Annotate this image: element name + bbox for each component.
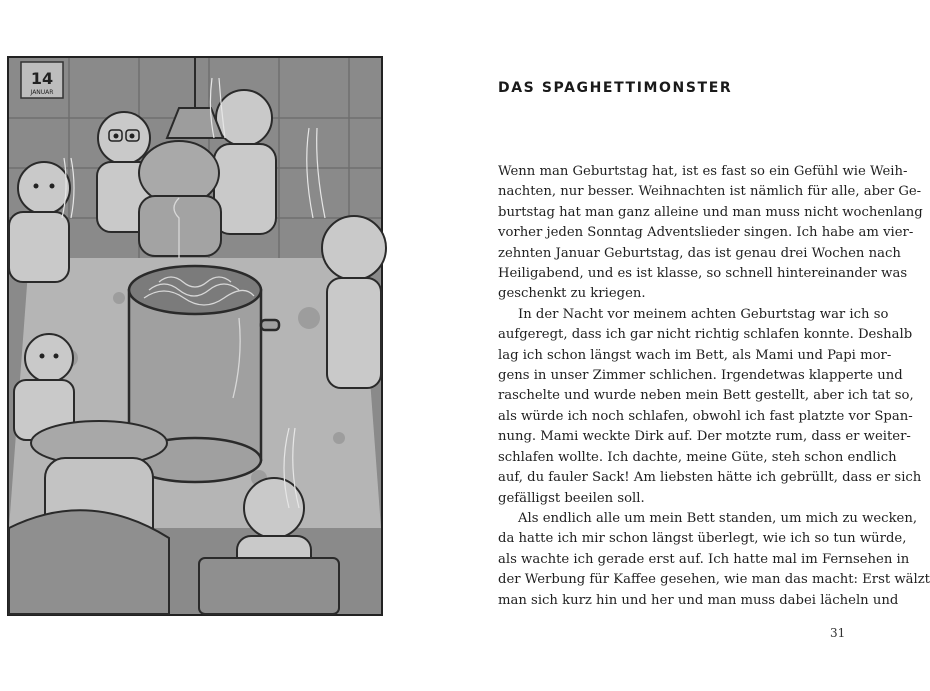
text-line: In der Nacht vor meinem achten Geburtstag war ich so bbox=[518, 306, 889, 322]
calendar-day: 14 bbox=[30, 69, 54, 88]
body-text bbox=[498, 162, 930, 611]
chapter-title: DAS SPAGHETTIMONSTER bbox=[498, 80, 733, 96]
text-line: als würde ich noch schlafen, obwohl ich fast platzte vor Span- bbox=[498, 408, 913, 424]
text-line: nachten, nur besser. Weihnachten ist nämlich für alle, aber Ge- bbox=[498, 184, 922, 200]
text-line: lag ich schon längst wach im Bett, als Mami und Papi mor- bbox=[498, 347, 892, 363]
text-line: auf, du fauler Sack! Am liebsten hätte ich gebrüllt, dass er sich bbox=[498, 470, 922, 486]
text-line: gens in unser Zimmer schlichen. Irgendetwas klapperte und bbox=[498, 368, 903, 384]
text-line: schlafen wollte. Ich dachte, meine Güte, steh schon endlich bbox=[498, 449, 897, 465]
text-line: Als endlich alle um mein Bett standen, um mich zu wecken, bbox=[518, 510, 918, 526]
text-line: man sich kurz hin und her und man muss dabei lächeln und bbox=[498, 592, 899, 608]
text-line: aufgeregt, dass ich gar nicht richtig schlafen konnte. Deshalb bbox=[498, 327, 913, 343]
text-line: da hatte ich mir schon längst überlegt, wie ich so tun würde, bbox=[498, 531, 907, 547]
paragraph bbox=[498, 509, 930, 611]
text-line: gefälligst beeilen soll. bbox=[498, 490, 645, 506]
spaghetti-party-illustration bbox=[7, 56, 383, 616]
calendar-month: JANUAR bbox=[30, 89, 54, 96]
page-number: 31 bbox=[830, 626, 846, 640]
text-line: Wenn man Geburtstag hat, ist es fast so ein Gefühl wie Weih- bbox=[498, 164, 908, 179]
text-line: burtstag hat man ganz alleine und man muss nicht wochenlang bbox=[498, 204, 923, 220]
text-line: der Werbung für Kaffee gesehen, wie man das macht: Erst wälzt bbox=[498, 572, 930, 588]
text-line: nung. Mami weckte Dirk auf. Der motzte rum, dass er weiter- bbox=[498, 429, 911, 445]
text-line: Heiligabend, und es ist klasse, so schnell hintereinander was bbox=[498, 266, 908, 282]
text-line: raschelte und wurde neben mein Bett gestellt, aber ich tat so, bbox=[498, 388, 914, 404]
calendar-icon bbox=[21, 62, 63, 98]
text-line: vorher jeden Sonntag Adventslieder singen. Ich habe am vier- bbox=[498, 225, 914, 241]
paragraph bbox=[498, 162, 923, 305]
text-line: als wachte ich gerade erst auf. Ich hatte mal im Fernsehen in bbox=[498, 551, 910, 567]
paragraph bbox=[498, 305, 922, 509]
text-line: zehnten Januar Geburtstag, das ist genau drei Wochen nach bbox=[498, 245, 901, 261]
text-line: geschenkt zu kriegen. bbox=[498, 286, 646, 302]
